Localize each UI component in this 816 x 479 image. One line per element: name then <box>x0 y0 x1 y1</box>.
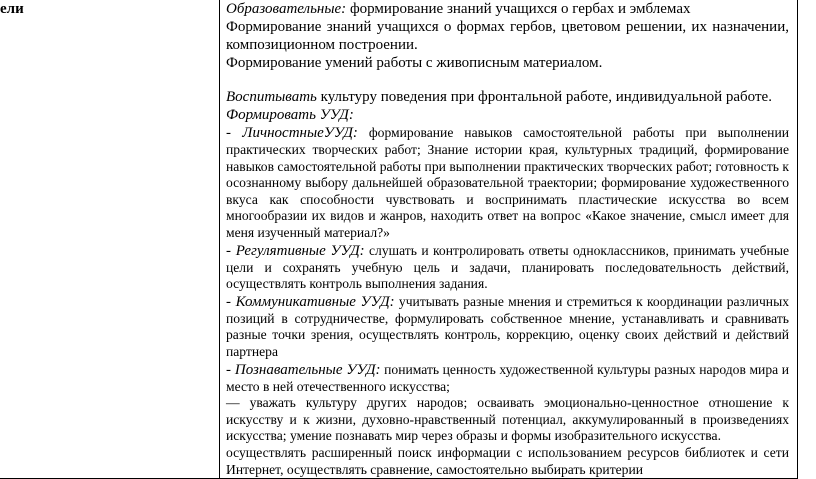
respect-cultures-item: — уважать культуру других народов; осваивать эмоционально-ценностное отношение к искусству и к жизни, духовно-нравственный потенциал, аккумулированный в произведениях искусства; умение познавать мир через образы и формы изобразительного искусства. <box>226 395 789 444</box>
upbringing-term: Воспитывать <box>226 89 317 105</box>
educational-text: формирование знаний учащихся о гербах и эмблемах <box>346 1 691 17</box>
regulatory-uud-text: слушать и контролировать ответы одноклассников, принимать учебные цели и сохранять учебную цель и задачи, планировать последовательность действий, осуществлять контроль выполнения задания. <box>226 242 790 292</box>
content-cell <box>220 0 798 479</box>
paragraph-gap <box>226 72 789 88</box>
educational-goal-line <box>226 0 789 18</box>
goals-content <box>220 0 797 478</box>
knowledge-forms-line: Формирование знаний учащихся о формах гербов, цветовом решении, их назначении, композиционном построении. <box>226 19 789 53</box>
upbringing-text: культуру поведения при фронтальной работе, индивидуальной работе. <box>316 89 772 105</box>
personal-uud-text: формирование навыков самостоятельной работы при выполнении практических творческих работ; Знание истории края, культурных традиций, формирование навыков самостоятельной работы при выполнении практических творческих работ; готовность к осознанному выбору дальнейшей образовательной траектории; формирование художественного вкуса как способности чувствовать и воспринимать пластические искусства во всем многообразии их видов и жанров, находить ответ на вопрос «Какое значение, смысл имеет для меня изученный материал?» <box>226 125 789 240</box>
cell-label: ели <box>0 1 24 17</box>
personal-uud-paragraph <box>226 124 789 242</box>
cognitive-uud-prefix: - <box>226 361 235 378</box>
communicative-uud-prefix: - <box>226 293 236 310</box>
personal-uud-term: ЛичностныеУУД: <box>242 125 358 141</box>
communicative-uud-term: Коммуникативные УУД: <box>235 293 395 310</box>
communicative-uud-text: учитывать разные мнения и стремиться к координации различных позиций в сотрудничестве, формулировать собственное мнение, устанавливать и сравнивать разные точки зрения, осуществлять контроль, коррекцию, оценку своих действий и действий партнера <box>226 293 789 359</box>
cognitive-uud-paragraph <box>226 361 789 396</box>
educational-term: Образовательные: <box>226 1 347 17</box>
info-search-paragraph: осуществлять расширенный поиск информации с использованием ресурсов библиотек и сети Интернет, осуществлять сравнение, самостоятельно выбирать критерии <box>226 444 789 477</box>
painting-skills-line: Формирование умений работы с живописным материалом. <box>226 55 603 71</box>
regulatory-uud-paragraph <box>226 242 789 293</box>
cognitive-uud-term: Познавательные УУД: <box>234 361 381 378</box>
regulatory-uud-prefix: - <box>226 242 236 259</box>
personal-uud-prefix: - <box>226 125 243 141</box>
label-cell <box>0 0 220 479</box>
regulatory-uud-term: Регулятивные УУД: <box>235 242 365 259</box>
communicative-uud-paragraph <box>226 293 789 361</box>
upbringing-line <box>226 88 789 106</box>
cognitive-uud-text: понимать ценность художественной культуры разных народов мира и место в ней отечественного искусства; <box>226 361 789 394</box>
uud-heading: Формировать УУД: <box>226 107 354 123</box>
